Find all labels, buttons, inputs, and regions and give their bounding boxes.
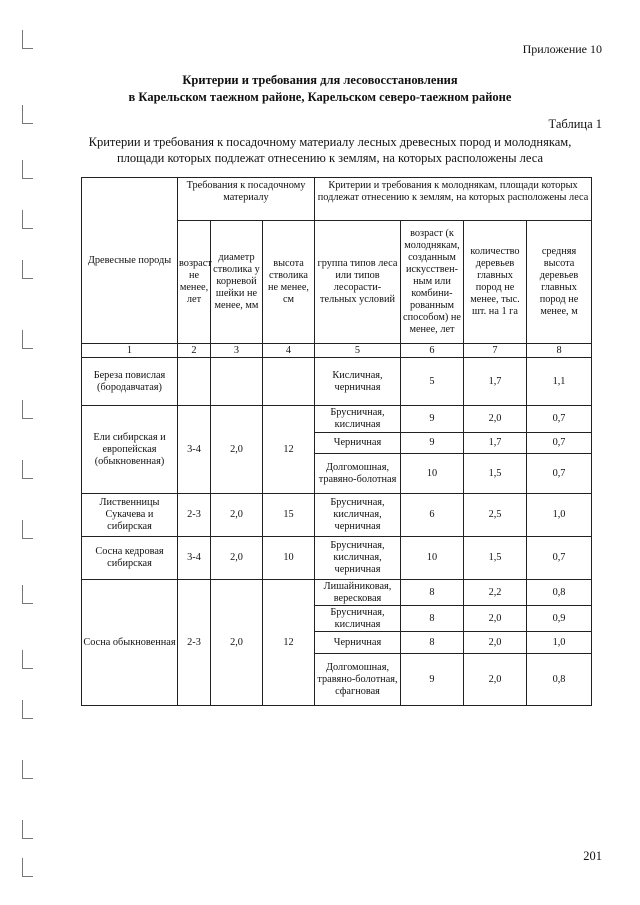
age-cell: 2-3 bbox=[178, 494, 211, 537]
header-height: высота стволика не менее, см bbox=[263, 221, 315, 344]
table-row bbox=[82, 406, 592, 433]
forest-type-cell: Брусничная, кисличная bbox=[315, 406, 401, 433]
diameter-cell bbox=[211, 358, 263, 406]
forest-type-cell: Лишайниковая, вересковая bbox=[315, 580, 401, 606]
young-age-cell: 8 bbox=[401, 606, 464, 632]
diameter-cell: 2,0 bbox=[211, 494, 263, 537]
binder-mark bbox=[22, 700, 33, 719]
forest-type-cell: Долгомошная, травяно-болотная bbox=[315, 454, 401, 494]
tree-count-cell: 1,5 bbox=[464, 454, 527, 494]
col-number: 4 bbox=[263, 344, 315, 358]
table-caption: Критерии и требования к посадочному материалу лесных древесных пород и молоднякам, площади которых подлежат отнесению к землям, на которых расположены леса bbox=[88, 135, 572, 165]
binder-mark bbox=[22, 260, 33, 279]
tree-count-cell: 2,2 bbox=[464, 580, 527, 606]
forest-type-cell: Кисличная, черничная bbox=[315, 358, 401, 406]
col-number: 8 bbox=[527, 344, 592, 358]
header-species: Древесные породы bbox=[82, 178, 178, 344]
height-cell bbox=[263, 358, 315, 406]
binder-mark bbox=[22, 160, 33, 179]
age-cell: 2-3 bbox=[178, 580, 211, 706]
column-number-row bbox=[82, 344, 592, 358]
forest-type-cell: Брусничная, кисличная, черничная bbox=[315, 494, 401, 537]
header-tree-count: количество деревьев главных пород не менее, тыс. шт. на 1 га bbox=[464, 221, 527, 344]
tree-count-cell: 1,7 bbox=[464, 433, 527, 454]
young-age-cell: 8 bbox=[401, 580, 464, 606]
header-planting-group: Требования к посадочному материалу bbox=[178, 178, 315, 221]
young-age-cell: 6 bbox=[401, 494, 464, 537]
avg-height-cell: 0,9 bbox=[527, 606, 592, 632]
table-row bbox=[82, 494, 592, 537]
young-age-cell: 8 bbox=[401, 632, 464, 654]
tree-count-cell: 2,5 bbox=[464, 494, 527, 537]
header-young-group: Критерии и требования к молоднякам, площади которых подлежат отнесению к землям, на которых расположены леса bbox=[315, 178, 592, 221]
binder-mark bbox=[22, 520, 33, 539]
young-age-cell: 10 bbox=[401, 454, 464, 494]
header-diameter: диаметр стволика у корневой шейки не менее, мм bbox=[211, 221, 263, 344]
tree-count-cell: 2,0 bbox=[464, 406, 527, 433]
binder-mark bbox=[22, 650, 33, 669]
avg-height-cell: 1,0 bbox=[527, 632, 592, 654]
age-cell: 3-4 bbox=[178, 537, 211, 580]
binder-margin bbox=[0, 0, 40, 905]
forest-type-cell: Брусничная, кисличная, черничная bbox=[315, 537, 401, 580]
avg-height-cell: 1,0 bbox=[527, 494, 592, 537]
appendix-label: Приложение 10 bbox=[522, 42, 602, 56]
table-row bbox=[82, 537, 592, 580]
forest-type-cell: Брусничная, кисличная bbox=[315, 606, 401, 632]
diameter-cell: 2,0 bbox=[211, 537, 263, 580]
avg-height-cell: 0,7 bbox=[527, 537, 592, 580]
forest-type-cell: Черничная bbox=[315, 433, 401, 454]
tree-count-cell: 2,0 bbox=[464, 654, 527, 706]
binder-mark bbox=[22, 760, 33, 779]
tree-count-cell: 1,7 bbox=[464, 358, 527, 406]
binder-mark bbox=[22, 30, 33, 49]
diameter-cell: 2,0 bbox=[211, 580, 263, 706]
avg-height-cell: 0,8 bbox=[527, 654, 592, 706]
forest-type-cell: Долгомошная, травяно-болотная, сфагновая bbox=[315, 654, 401, 706]
avg-height-cell: 0,7 bbox=[527, 433, 592, 454]
binder-mark bbox=[22, 105, 33, 124]
height-cell: 10 bbox=[263, 537, 315, 580]
col-number: 1 bbox=[82, 344, 178, 358]
col-number: 5 bbox=[315, 344, 401, 358]
young-age-cell: 9 bbox=[401, 654, 464, 706]
species-cell: Сосна обыкновенная bbox=[82, 580, 178, 706]
height-cell: 15 bbox=[263, 494, 315, 537]
avg-height-cell: 0,7 bbox=[527, 406, 592, 433]
table-label: Таблица 1 bbox=[548, 117, 602, 131]
species-cell: Береза повислая (бородавчатая) bbox=[82, 358, 178, 406]
binder-mark bbox=[22, 820, 33, 839]
col-number: 6 bbox=[401, 344, 464, 358]
height-cell: 12 bbox=[263, 406, 315, 494]
table-row bbox=[82, 580, 592, 606]
binder-mark bbox=[22, 210, 33, 229]
binder-mark bbox=[22, 400, 33, 419]
criteria-table bbox=[81, 177, 592, 706]
age-cell bbox=[178, 358, 211, 406]
avg-height-cell: 0,7 bbox=[527, 454, 592, 494]
binder-mark bbox=[22, 460, 33, 479]
species-cell: Сосна кедровая сибирская bbox=[82, 537, 178, 580]
height-cell: 12 bbox=[263, 580, 315, 706]
header-forest-type: группа типов леса или типов лесорасти-тельных условий bbox=[315, 221, 401, 344]
col-number: 7 bbox=[464, 344, 527, 358]
header-young-age: возраст (к молоднякам, созданным искусствен-ным или комбини-рованным способом) не менее, лет bbox=[401, 221, 464, 344]
young-age-cell: 5 bbox=[401, 358, 464, 406]
diameter-cell: 2,0 bbox=[211, 406, 263, 494]
col-number: 2 bbox=[178, 344, 211, 358]
age-cell: 3-4 bbox=[178, 406, 211, 494]
page-number: 201 bbox=[583, 849, 602, 863]
document-title: Критерии и требования для лесовосстановления bbox=[182, 73, 458, 87]
species-cell: Ели сибирская и европейская (обыкновенная) bbox=[82, 406, 178, 494]
species-cell: Лиственницы Сукачева и сибирская bbox=[82, 494, 178, 537]
forest-type-cell: Черничная bbox=[315, 632, 401, 654]
young-age-cell: 9 bbox=[401, 406, 464, 433]
tree-count-cell: 1,5 bbox=[464, 537, 527, 580]
tree-count-cell: 2,0 bbox=[464, 632, 527, 654]
avg-height-cell: 0,8 bbox=[527, 580, 592, 606]
col-number: 3 bbox=[211, 344, 263, 358]
binder-mark bbox=[22, 858, 33, 877]
young-age-cell: 9 bbox=[401, 433, 464, 454]
tree-count-cell: 2,0 bbox=[464, 606, 527, 632]
binder-mark bbox=[22, 585, 33, 604]
table-row bbox=[82, 358, 592, 406]
document-subtitle: в Карельском таежном районе, Карельском северо-таежном районе bbox=[128, 90, 512, 104]
header-avg-height: средняя высота деревьев главных пород не менее, м bbox=[527, 221, 592, 344]
header-age: возраст не менее, лет bbox=[178, 221, 211, 344]
binder-mark bbox=[22, 330, 33, 349]
young-age-cell: 10 bbox=[401, 537, 464, 580]
avg-height-cell: 1,1 bbox=[527, 358, 592, 406]
